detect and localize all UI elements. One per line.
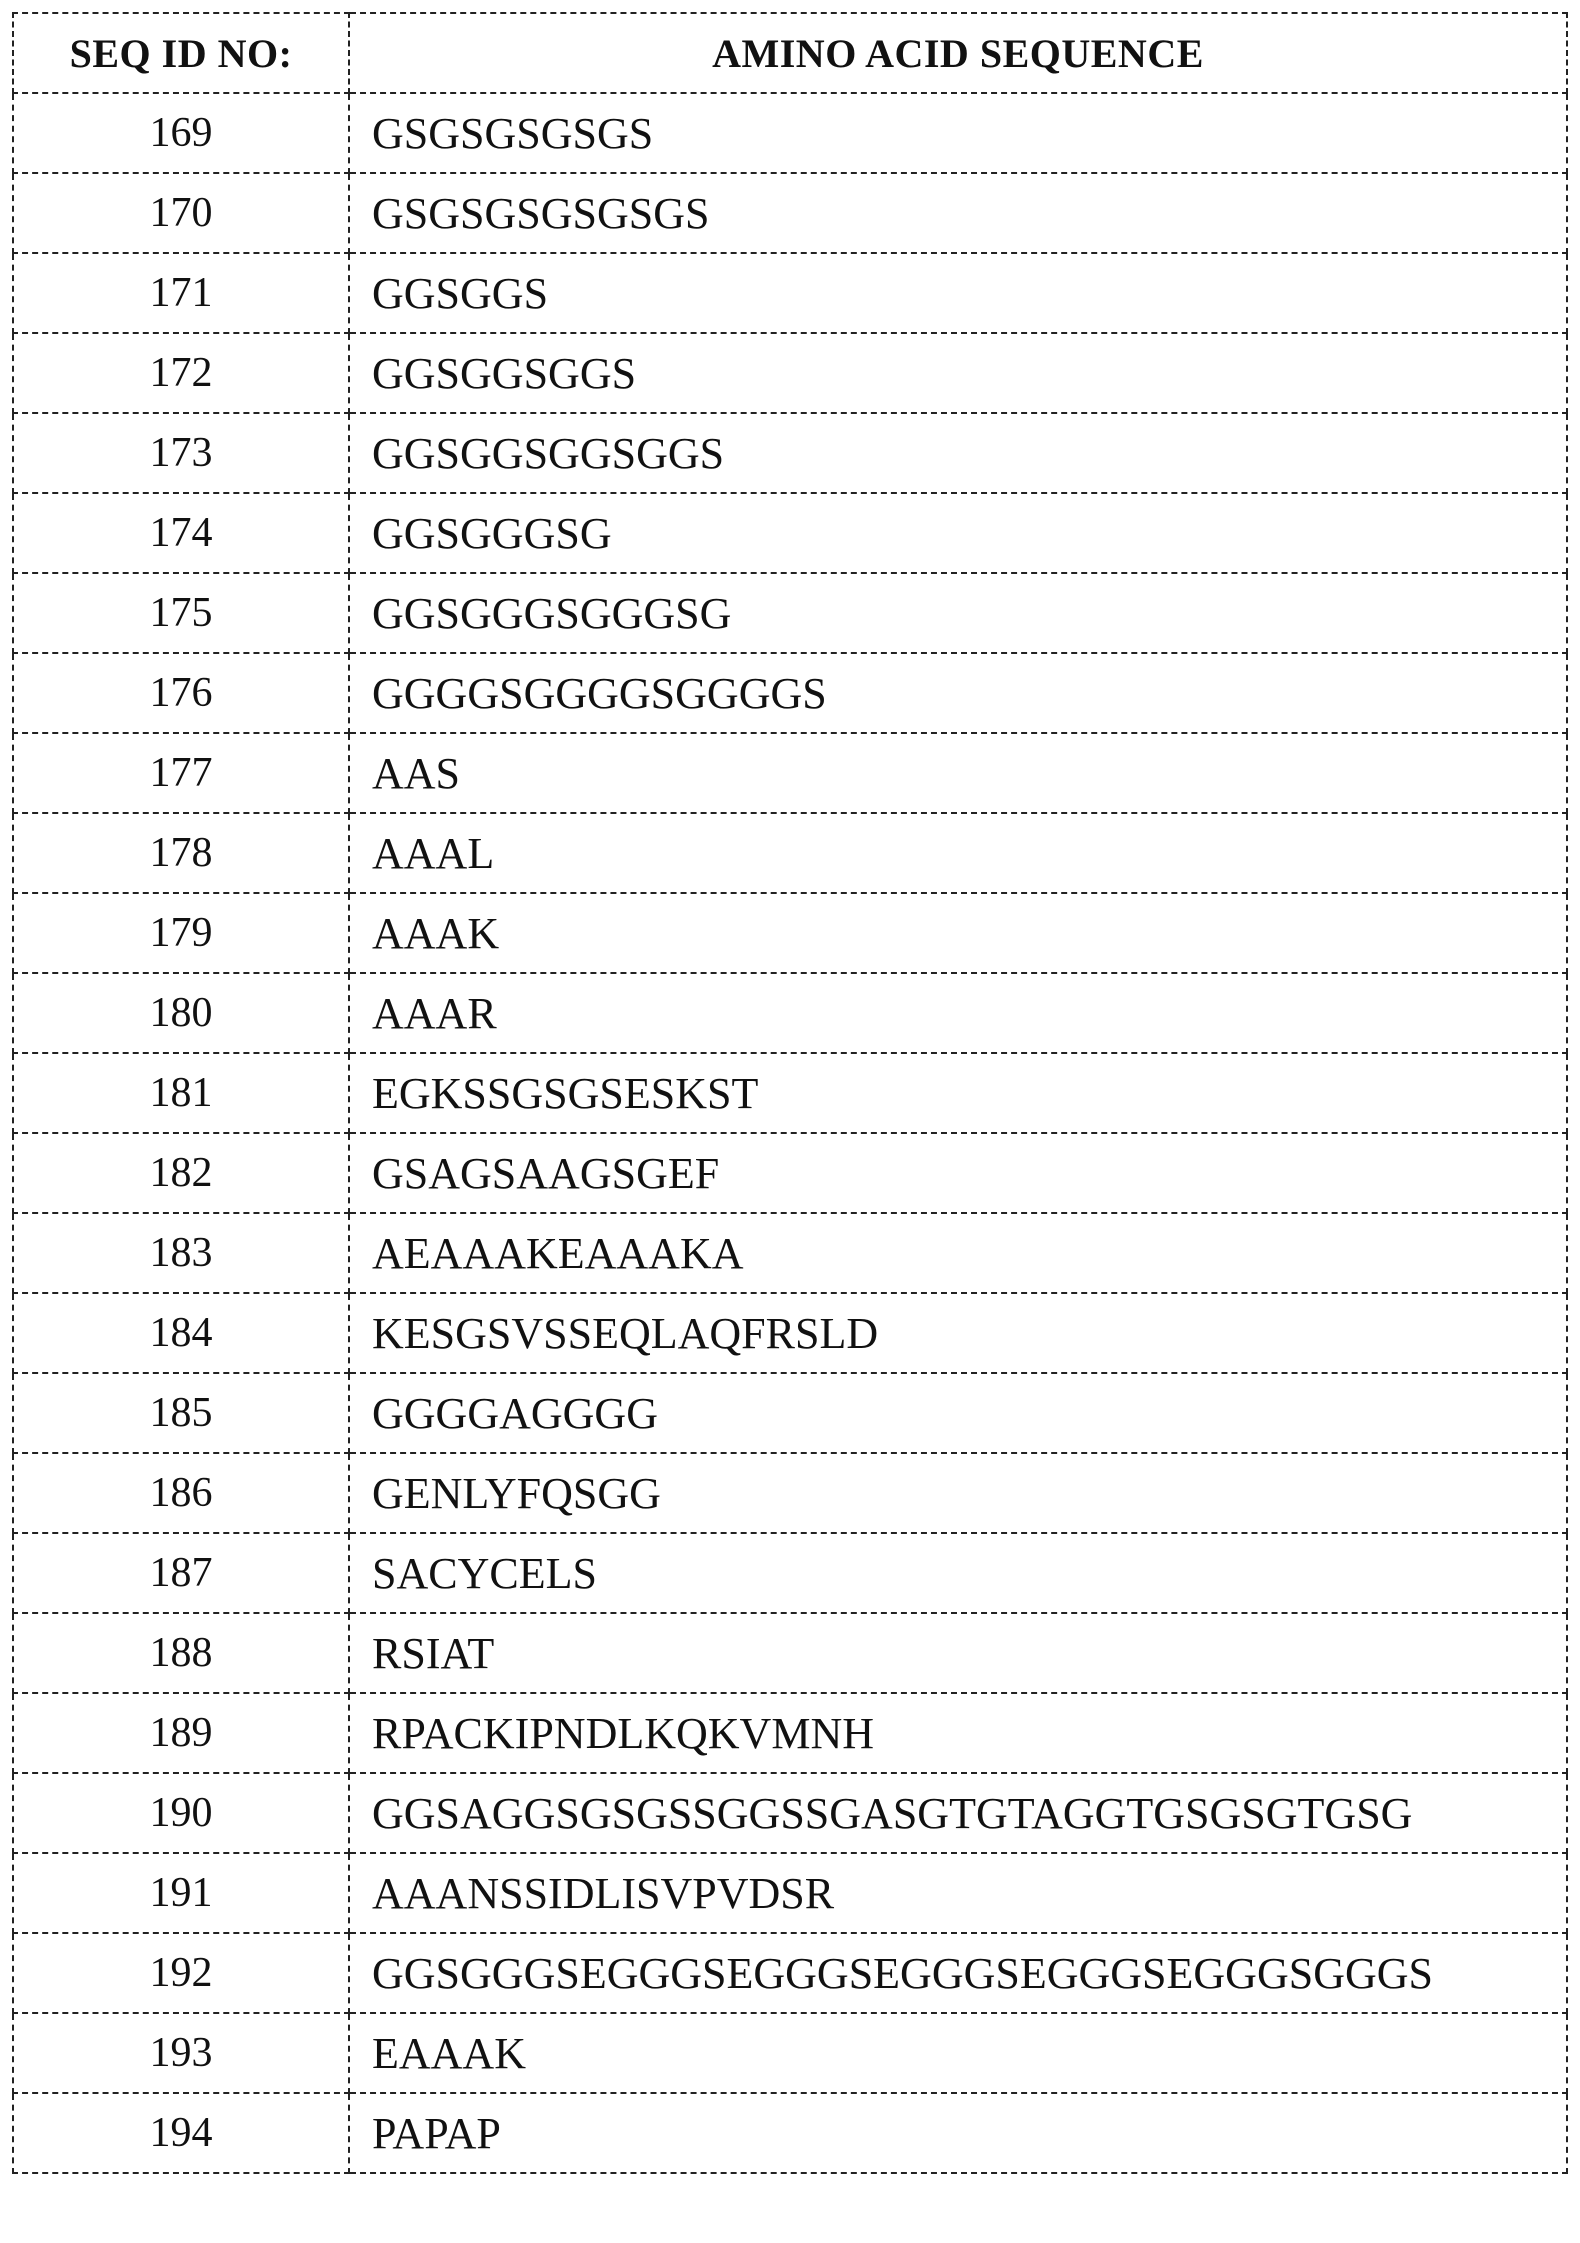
- table-row: [13, 813, 1567, 893]
- sequence-cell: GGGGSGGGGSGGGGS: [349, 653, 1567, 733]
- sequence-cell: GGGGAGGGG: [349, 1373, 1567, 1453]
- sequence-cell: GGSGGSGGS: [349, 333, 1567, 413]
- table-row: [13, 573, 1567, 653]
- seq-id-cell: 185: [13, 1373, 349, 1453]
- sequence-cell: GSAGSAAGSGEF: [349, 1133, 1567, 1213]
- table-row: [13, 1053, 1567, 1133]
- table-row: [13, 93, 1567, 173]
- seq-id-cell: 173: [13, 413, 349, 493]
- sequence-cell: GGSGGS: [349, 253, 1567, 333]
- sequence-cell: GGSAGGSGSGSSGGSSGASGTGTAGGTGSGSGTGSG: [349, 1773, 1567, 1853]
- sequence-table: [12, 12, 1568, 2174]
- sequence-cell: GGSGGGSEGGGSEGGGSEGGGSEGGGSEGGGSGGGS: [349, 1933, 1567, 2013]
- table-row: [13, 2093, 1567, 2173]
- sequence-cell: RPACKIPNDLKQKVMNH: [349, 1693, 1567, 1773]
- seq-id-cell: 192: [13, 1933, 349, 2013]
- sequence-cell: EGKSSGSGSESKST: [349, 1053, 1567, 1133]
- seq-id-cell: 181: [13, 1053, 349, 1133]
- seq-id-cell: 169: [13, 93, 349, 173]
- seq-id-cell: 170: [13, 173, 349, 253]
- seq-id-cell: 187: [13, 1533, 349, 1613]
- table-row: [13, 1213, 1567, 1293]
- sequence-cell: GSGSGSGSGSGS: [349, 173, 1567, 253]
- seq-id-cell: 172: [13, 333, 349, 413]
- table-row: [13, 413, 1567, 493]
- sequence-cell: SACYCELS: [349, 1533, 1567, 1613]
- table-row: [13, 333, 1567, 413]
- table-row: [13, 493, 1567, 573]
- sequence-cell: GGSGGGSGGGSG: [349, 573, 1567, 653]
- seq-id-cell: 182: [13, 1133, 349, 1213]
- table-row: [13, 173, 1567, 253]
- table-row: [13, 1693, 1567, 1773]
- table-row: [13, 2013, 1567, 2093]
- sequence-cell: AAAL: [349, 813, 1567, 893]
- table-row: [13, 1453, 1567, 1533]
- table-row: [13, 1773, 1567, 1853]
- seq-id-cell: 175: [13, 573, 349, 653]
- sequence-cell: AAAR: [349, 973, 1567, 1053]
- sequence-cell: GGSGGGSG: [349, 493, 1567, 573]
- sequence-cell: AAANSSIDLISVPVDSR: [349, 1853, 1567, 1933]
- table-row: [13, 1533, 1567, 1613]
- seq-id-cell: 191: [13, 1853, 349, 1933]
- seq-id-cell: 178: [13, 813, 349, 893]
- table-row: [13, 1933, 1567, 2013]
- table-row: [13, 1133, 1567, 1213]
- seq-id-cell: 194: [13, 2093, 349, 2173]
- sequence-cell: AEAAAKEAAAKA: [349, 1213, 1567, 1293]
- sequence-cell: KESGSVSSEQLAQFRSLD: [349, 1293, 1567, 1373]
- table-row: [13, 1613, 1567, 1693]
- table-row: [13, 253, 1567, 333]
- seq-id-cell: 183: [13, 1213, 349, 1293]
- seq-id-cell: 177: [13, 733, 349, 813]
- seq-id-cell: 176: [13, 653, 349, 733]
- sequence-cell: RSIAT: [349, 1613, 1567, 1693]
- sequence-cell: AAS: [349, 733, 1567, 813]
- header-amino-acid-sequence: AMINO ACID SEQUENCE: [349, 13, 1567, 93]
- seq-id-cell: 179: [13, 893, 349, 973]
- seq-id-cell: 193: [13, 2013, 349, 2093]
- seq-id-cell: 171: [13, 253, 349, 333]
- seq-id-cell: 184: [13, 1293, 349, 1373]
- table-row: [13, 653, 1567, 733]
- table-row: [13, 973, 1567, 1053]
- seq-id-cell: 190: [13, 1773, 349, 1853]
- table-row: [13, 893, 1567, 973]
- sequence-cell: GGSGGSGGSGGS: [349, 413, 1567, 493]
- seq-id-cell: 186: [13, 1453, 349, 1533]
- table-row: [13, 733, 1567, 813]
- table-row: [13, 1373, 1567, 1453]
- seq-id-cell: 189: [13, 1693, 349, 1773]
- seq-id-cell: 188: [13, 1613, 349, 1693]
- seq-id-cell: 174: [13, 493, 349, 573]
- sequence-cell: PAPAP: [349, 2093, 1567, 2173]
- sequence-cell: AAAK: [349, 893, 1567, 973]
- header-seq-id: SEQ ID NO:: [13, 13, 349, 93]
- table-row: [13, 1293, 1567, 1373]
- sequence-cell: EAAAK: [349, 2013, 1567, 2093]
- seq-id-cell: 180: [13, 973, 349, 1053]
- table-row: [13, 1853, 1567, 1933]
- header-row: [13, 13, 1567, 93]
- sequence-cell: GENLYFQSGG: [349, 1453, 1567, 1533]
- sequence-cell: GSGSGSGSGS: [349, 93, 1567, 173]
